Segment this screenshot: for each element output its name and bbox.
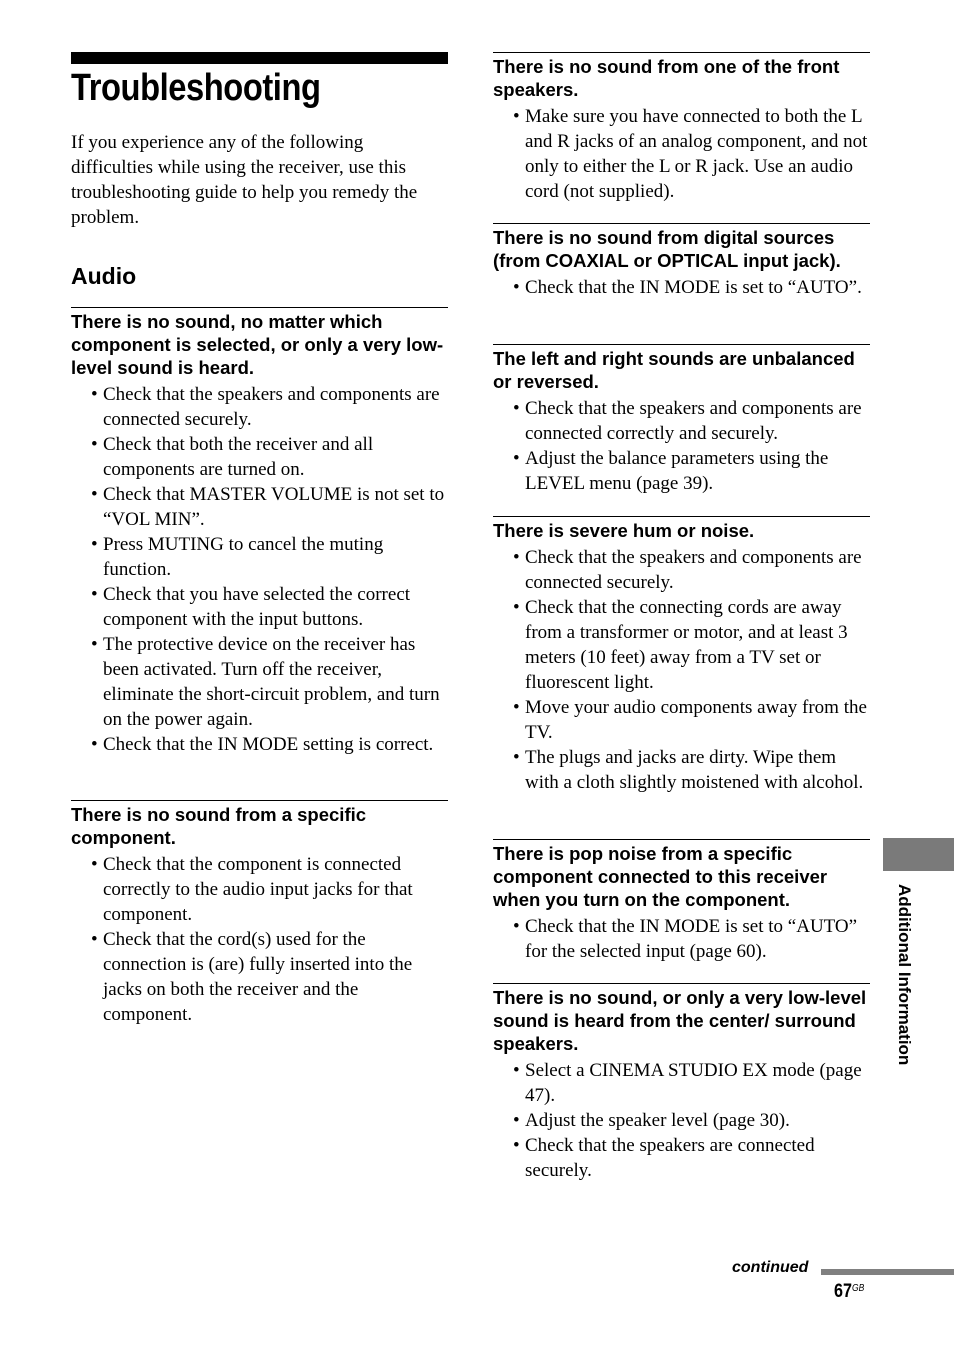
bullet-icon: • (513, 747, 520, 768)
section-heading-audio: Audio (71, 263, 137, 289)
bullet-icon: • (91, 384, 98, 405)
bullet-icon: • (513, 1110, 520, 1131)
continued-rule (821, 1269, 954, 1275)
list-item: • Check that the IN MODE is set to “AUTO”. (513, 277, 862, 298)
title-rule (71, 52, 448, 64)
bullet-icon: • (91, 634, 98, 655)
bullet-icon: • (513, 1135, 520, 1156)
side-section-label: Additional Information (895, 884, 914, 1066)
problem-heading: There is no sound, no matter which component is selected, or only a very low-level sound is heard. (71, 311, 444, 378)
problem-heading: There is no sound from one of the front speakers. (493, 56, 840, 100)
remedy-list (493, 275, 870, 300)
list-item: • Check that the connecting cords are away from a transformer or motor, and at least 3 meters (10 feet) away from a TV set or fluorescent light. (513, 597, 848, 693)
bullet-icon: • (513, 106, 520, 127)
page-number (834, 1281, 864, 1303)
problem-heading: There is severe hum or noise. (493, 520, 755, 541)
problem-heading: There is no sound from digital sources (from COAXIAL or OPTICAL input jack). (493, 227, 841, 271)
page-title: Troubleshooting (71, 67, 321, 109)
list-item: • Check that both the receiver and all components are turned on. (91, 434, 374, 480)
troubleshoot-block (493, 223, 870, 300)
list-item: • Check that the speakers and components are connected correctly and securely. (513, 398, 862, 444)
troubleshoot-block (493, 839, 870, 964)
bullet-icon: • (91, 854, 98, 875)
page-suffix: GB (851, 1283, 865, 1294)
bullet-icon: • (91, 434, 98, 455)
bullet-icon: • (513, 448, 520, 469)
troubleshoot-block (493, 516, 870, 795)
list-item: • Check that you have selected the correct component with the input buttons. (91, 584, 411, 630)
bullet-icon: • (91, 534, 98, 555)
list-item: • The protective device on the receiver has been activated. Turn off the receiver, eliminate the short-circuit problem, and turn on the power again. (91, 634, 440, 730)
bullet-icon: • (513, 697, 520, 718)
remedy-list (493, 914, 870, 964)
remedy-list (493, 104, 870, 204)
problem-heading: There is pop noise from a specific component connected to this receiver when you turn on the component. (493, 843, 828, 910)
bullet-icon: • (513, 398, 520, 419)
list-item: • Move your audio components away from the TV. (513, 697, 867, 743)
remedy-list (71, 852, 448, 1027)
list-item: • Check that the speakers are connected securely. (513, 1135, 815, 1181)
list-item: • Check that MASTER VOLUME is not set to “VOL MIN”. (91, 484, 445, 530)
page-number-value: 67 (834, 1281, 852, 1302)
intro-paragraph: If you experience any of the following difficulties while using the receiver, use this troubleshooting guide to help you remedy the problem. (71, 132, 418, 228)
bullet-icon: • (513, 277, 520, 298)
troubleshoot-block (493, 344, 870, 496)
remedy-list (493, 1058, 870, 1183)
problem-heading: There is no sound from a specific component. (71, 804, 367, 848)
list-item: • Press MUTING to cancel the muting function. (91, 534, 384, 580)
bullet-icon: • (513, 1060, 520, 1081)
list-item: • Adjust the speaker level (page 30). (513, 1110, 790, 1131)
continued-label: continued (732, 1259, 809, 1276)
bullet-icon: • (513, 597, 520, 618)
list-item: • Check that the speakers and components are connected securely. (513, 547, 862, 593)
problem-heading: There is no sound, or only a very low-level sound is heard from the center/ surround speakers. (493, 987, 867, 1054)
list-item: • Make sure you have connected to both the L and R jacks of an analog component, and not only to either the L or R jack. Use an audio cord (not supplied). (513, 106, 868, 202)
remedy-list (493, 396, 870, 496)
troubleshoot-block (71, 307, 448, 757)
bullet-icon: • (91, 734, 98, 755)
bullet-icon: • (513, 547, 520, 568)
problem-heading: The left and right sounds are unbalanced or reversed. (493, 348, 855, 392)
bullet-icon: • (91, 929, 98, 950)
remedy-list (493, 545, 870, 795)
bullet-icon: • (91, 484, 98, 505)
troubleshoot-block (71, 800, 448, 1027)
list-item: • Check that the IN MODE setting is correct. (91, 734, 434, 755)
list-item: • The plugs and jacks are dirty. Wipe them with a cloth slightly moistened with alcohol. (513, 747, 864, 793)
bullet-icon: • (513, 916, 520, 937)
section-tab (883, 838, 954, 871)
list-item: • Check that the IN MODE is set to “AUTO” for the selected input (page 60). (513, 916, 858, 962)
troubleshoot-block (493, 983, 870, 1183)
list-item: • Adjust the balance parameters using the LEVEL menu (page 39). (513, 448, 829, 494)
remedy-list (71, 382, 448, 757)
list-item: • Select a CINEMA STUDIO EX mode (page 47). (513, 1060, 862, 1106)
troubleshoot-block (493, 52, 870, 204)
list-item: • Check that the component is connected correctly to the audio input jacks for that component. (91, 854, 413, 925)
list-item: • Check that the speakers and components are connected securely. (91, 384, 440, 430)
bullet-icon: • (91, 584, 98, 605)
list-item: • Check that the cord(s) used for the connection is (are) fully inserted into the jacks on both the receiver and the component. (91, 929, 413, 1025)
